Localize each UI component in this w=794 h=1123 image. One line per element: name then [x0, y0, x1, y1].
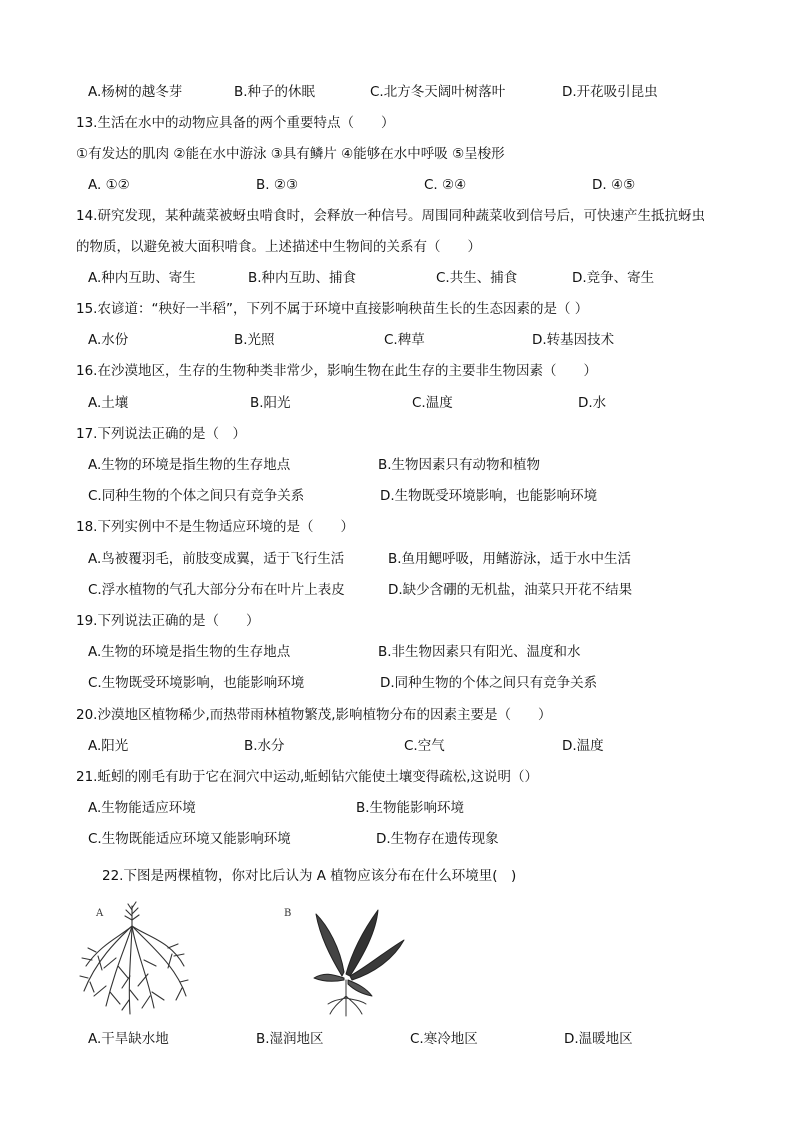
q17-stem: 17.下列说法正确的是（ ）: [76, 426, 246, 442]
q16-option-a: A.土壤: [88, 395, 129, 411]
q14-option-b: B.种内互助、捕食: [248, 270, 357, 286]
q16-option-c: C.温度: [412, 395, 453, 411]
q14-option-c: C.共生、捕食: [436, 270, 518, 286]
q14-stem-line1: 14.研究发现，某种蔬菜被蚜虫啃食时，会释放一种信号。周围同种蔬菜收到信号后，可快速产生抵抗蚜虫: [76, 208, 705, 224]
q15-option-c: C.稗草: [384, 332, 425, 348]
q21-option-b: B.生物能影响环境: [356, 800, 465, 816]
q18-option-b: B.鱼用鳃呼吸，用鳍游泳，适于水中生活: [388, 551, 632, 567]
q13-option-d: D. ④⑤: [592, 177, 636, 193]
q12-option-a: A.杨树的越冬芽: [88, 84, 183, 100]
q22-option-b: B.湿润地区: [256, 1031, 324, 1047]
q20-option-a: A.阳光: [88, 738, 129, 754]
q13-option-b: B. ②③: [256, 177, 299, 193]
q15-option-d: D.转基因技术: [532, 332, 615, 348]
q18-option-d: D.缺少含硼的无机盐，油菜只开花不结果: [388, 582, 633, 598]
plant-a-figure: [76, 896, 266, 1020]
q13-stem: 13.生活在水中的动物应具备的两个重要特点（ ）: [76, 115, 395, 131]
q16-stem: 16.在沙漠地区，生存的生物种类非常少，影响生物在此生存的主要非生物因素（ ）: [76, 363, 597, 379]
q20-stem: 20.沙漠地区植物稀少,而热带雨林植物繁茂,影响植物分布的因素主要是（ ）: [76, 707, 552, 723]
plant-a-label: A: [96, 908, 104, 919]
q13-option-a: A. ①②: [88, 177, 130, 193]
q18-option-c: C.浮水植物的气孔大部分分布在叶片上表皮: [88, 582, 345, 598]
q17-option-b: B.生物因素只有动物和植物: [378, 457, 541, 473]
plant-b-label: B: [284, 908, 292, 919]
q21-option-d: D.生物存在遗传现象: [376, 831, 499, 847]
q19-option-b: B.非生物因素只有阳光、温度和水: [378, 644, 581, 660]
q13-items: ①有发达的肌肉 ②能在水中游泳 ③具有鳞片 ④能够在水中呼吸 ⑤呈梭形: [76, 146, 505, 162]
q15-option-b: B.光照: [234, 332, 275, 348]
q13-option-c: C. ②④: [424, 177, 467, 193]
q22-option-a: A.干旱缺水地: [88, 1031, 169, 1047]
q12-option-c: C.北方冬天阔叶树落叶: [370, 84, 506, 100]
q17-option-a: A.生物的环境是指生物的生存地点: [88, 457, 291, 473]
q12-option-d: D.开花吸引昆虫: [562, 84, 658, 100]
q18-stem: 18.下列实例中不是生物适应环境的是（ ）: [76, 519, 354, 535]
q22-option-d: D.温暖地区: [564, 1031, 633, 1047]
q16-option-d: D.水: [578, 395, 607, 411]
q18-option-a: A.鸟被覆羽毛，前肢变成翼，适于飞行生活: [88, 551, 345, 567]
q17-option-d: D.生物既受环境影响，也能影响环境: [380, 488, 598, 504]
q17-option-c: C.同种生物的个体之间只有竞争关系: [88, 488, 305, 504]
q20-option-d: D.温度: [562, 738, 604, 754]
q20-option-b: B.水分: [244, 738, 285, 754]
q21-option-c: C.生物既能适应环境又能影响环境: [88, 831, 291, 847]
q16-option-b: B.阳光: [250, 395, 291, 411]
plant-b-figure: [280, 896, 440, 1020]
q22-option-c: C.寒冷地区: [410, 1031, 478, 1047]
q15-option-a: A.水份: [88, 332, 129, 348]
q14-option-a: A.种内互助、寄生: [88, 270, 196, 286]
q15-stem: 15.农谚道：“秧好一半稻”，下列不属于环境中直接影响秧苗生长的生态因素的是（ ）: [76, 301, 589, 317]
q19-option-c: C.生物既受环境影响，也能影响环境: [88, 675, 305, 691]
q20-option-c: C.空气: [404, 738, 445, 754]
q12-option-b: B.种子的休眠: [234, 84, 316, 100]
q19-stem: 19.下列说法正确的是（ ）: [76, 613, 260, 629]
q19-option-d: D.同种生物的个体之间只有竞争关系: [380, 675, 598, 691]
q22-stem: 22.下图是两棵植物，你对比后认为 A 植物应该分布在什么环境里( ): [102, 868, 517, 884]
q14-stem-line2: 的物质，以避免被大面积啃食。上述描述中生物间的关系有（ ）: [76, 239, 481, 255]
q14-option-d: D.竞争、寄生: [572, 270, 655, 286]
q19-option-a: A.生物的环境是指生物的生存地点: [88, 644, 291, 660]
q21-stem: 21.蚯蚓的刚毛有助于它在洞穴中运动,蚯蚓钻穴能使土壤变得疏松,这说明（）: [76, 769, 539, 785]
q21-option-a: A.生物能适应环境: [88, 800, 196, 816]
